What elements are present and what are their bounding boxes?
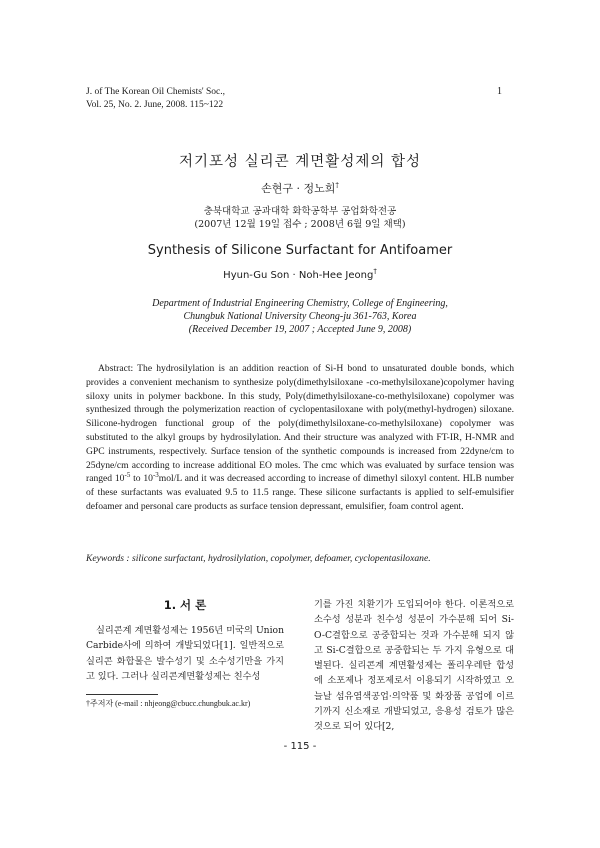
intro-left-column: 실리콘계 계면활성제는 1956년 미국의 Union Carbide사에 의하여 개발되었다[1]. 일반적으로 실리콘 화합물은 발수성기 및 소수성기만을 가지고 있다. 그러나 실리콘계면활성제는 친수성 [86,625,284,682]
dates-english: (Received December 19, 2007 ; Accepted June 9, 2008) [188,324,412,335]
abstract-label: Abstract [98,363,131,374]
abstract [86,362,514,514]
abstract-exponent: -3 [152,471,159,480]
affiliation-korean [0,206,600,231]
corresponding-mark: † [335,181,339,190]
dates-korean: (2007년 12월 19일 접수 ; 2008년 6월 9일 채택) [194,218,406,230]
footnote-rule [86,694,158,695]
keywords-text: : silicone surfactant, hydrosilylation, copolymer, defoamer, cyclopentasiloxane. [124,553,431,564]
affiliation-english [0,297,600,336]
keywords-label: Keywords [86,553,125,564]
abstract-text: : The hydrosilylation is an addition reaction of Si-H bond to unsaturated double bonds, which provides a convenient mechanism to synthesize poly(dimethylsiloxane -co-methylsiloxane)copolymer having siloxy units in polymer backbone. In this study, Poly(dimethylsiloxane-co-methylsiloxane) copolymer was synthesized through the polymerization reaction of cyclopentasiloxane with poly(methyl-hydrogen) siloxane. Silicone-hydrogen functional group of the poly(dimethylsiloxane-co-methylsiloxane) copolymer was substituted to the alkyl groups by hydrosilylation. And their structure was analyzed with FT-IR, H-NMR and GPC instruments, respectively. Surface tension of the synthetic compounds is increased from 22dyne/cm to 25dyne/cm according to increase additional EO moles. The cmc which was evaluated by surface tension was ranged 10 [86,363,514,485]
authors-english [0,267,600,281]
section-heading-introduction: 1. 서 론 [163,598,207,612]
header-page-number: 1 [497,86,502,97]
abstract-text: to 10 [130,473,153,485]
footnote: †주저자 (e-mail : nhjeong@cbucc.chungbuk.ac.kr) [86,699,251,708]
corresponding-mark-en: † [373,267,377,276]
journal-name: J. of The Korean Oil Chemists' Soc., [86,87,226,97]
authors-korean-names: 손현구 · 정노희 [261,182,336,195]
title-korean: 저기포성 실리콘 계면활성제의 합성 [179,154,421,170]
affiliation-english-line: Chungbuk National University Cheong-ju 361-763, Korea [183,311,417,322]
title-english: Synthesis of Silicone Surfactant for Antifoamer [147,243,453,258]
footer-page-number: - 115 - [283,741,317,752]
affiliation-english-line: Department of Industrial Engineering Chemistry, College of Engineering, [152,298,448,309]
journal-volume: Vol. 25, No. 2. June, 2008. 115~122 [86,99,224,110]
abstract-exponent: -5 [124,471,131,480]
keywords [86,553,514,564]
affiliation-korean-dept: 충북대학교 공과대학 화학공학부 공업화학전공 [203,206,397,217]
abstract-text: mol/L and it was decreased according to increase of dimethyl siloxyl content. HLB number of these surfactants was evaluated 9.5 to 11.5 range. These silicone surfactants is applied to self-emulsifier defoamer and personal care products as surface tension depressant, emulsifier, foam control agent. [86,473,514,512]
authors-english-names: Hyun-Gu Son · Noh-Hee Jeong [223,270,374,281]
intro-right-column: 기를 가진 치환기가 도입되어야 한다. 이론적으로 소수성 성분과 친수성 성분이 가수분해 되어 Si-O-C결합으로 공중합되는 것과 가수분해 되지 않고 Si-C결합으로 공중합되는 두 가지 유형으로 대별된다. 실리콘계 계면활성제는 폴리우레탄 합성에 소포제나 정포제로서 이용되기 시작하였고 오늘날 섬유염색공업·의약품 및 화장품 공업에 이르기까지 신소재로 개발되었고, 응용성 검토가 많은 것으로 되어 있다[2, [314,599,514,733]
journal-citation [86,86,225,111]
authors-korean [0,180,600,196]
